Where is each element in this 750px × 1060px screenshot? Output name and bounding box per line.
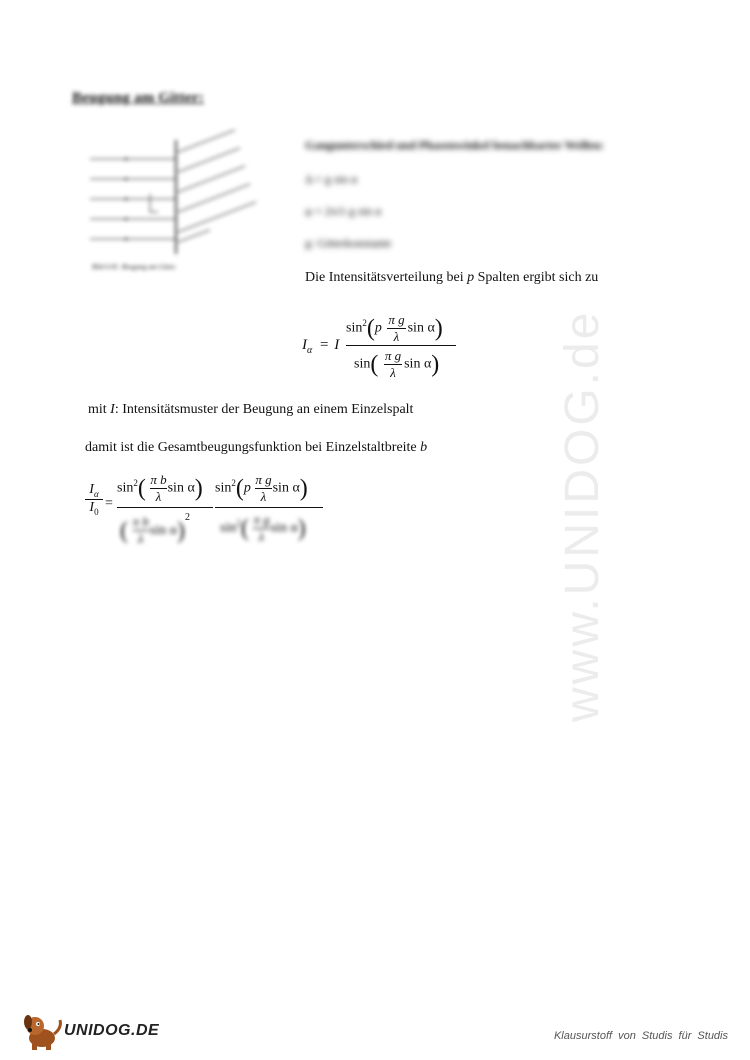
intensity-intro-var: p bbox=[467, 270, 475, 285]
figure-caption: Bild 6-81. Beugung am Gitter. bbox=[92, 263, 177, 271]
intensity-formula bbox=[302, 308, 462, 388]
formula2-bar1 bbox=[117, 507, 213, 508]
damit-line: damit ist die Gesamtbeugungsfunktion bei Einzelstaltbreite b bbox=[85, 440, 428, 455]
formula1-fraction-bar bbox=[346, 345, 456, 346]
intensity-intro-before: Die Intensitätsverteilung bei bbox=[305, 270, 468, 285]
formula2-den2: $\sin^2$( $\frac{\text{π g}}{\lambda}$ sin α) bbox=[220, 512, 306, 544]
grating-constant-definition: g: Gitterkonstante bbox=[305, 236, 392, 250]
formula2-num2: $\sin^2(p$ $\frac{\text{π g}}{\lambda}$ sin α) bbox=[215, 472, 308, 504]
mit-line: mit I: Intensitätsmuster der Beugung an einem Einzelspalt bbox=[88, 402, 414, 417]
formula2-lhs: $I_\alpha$ $I_0$ bbox=[85, 482, 103, 517]
footer-tagline: Klausurstoff von Studis für Studis bbox=[553, 1030, 728, 1042]
section-heading: Beugung am Gitter: bbox=[72, 90, 204, 106]
phase-angle-formula: φ = 2π/λ g sin α bbox=[305, 204, 382, 218]
formula2-equals: = bbox=[105, 496, 113, 511]
watermark: www.UNIDOG.de bbox=[556, 309, 609, 722]
formula2-den1: ( $\frac{\text{π b}}{\lambda}$ sin α)$^2$ bbox=[120, 512, 190, 547]
path-difference-formula: Δ = g sin α bbox=[305, 172, 358, 186]
formula1-denominator: sin( $\frac{\text{π g}}{\lambda}$ sin α) bbox=[354, 348, 440, 380]
formula1-lhs: $I_\alpha = I$ bbox=[302, 337, 340, 356]
phase-difference-line: Gangunterschied und Phasenwinkel benachbarter Wellen: bbox=[305, 138, 604, 152]
logo-text: UNIDOG.DE bbox=[64, 1022, 160, 1039]
intensity-intro-after: Spalten ergibt sich zu bbox=[474, 270, 599, 285]
total-diffraction-formula bbox=[85, 470, 330, 555]
grating-diffraction-figure bbox=[80, 122, 275, 280]
dog-icon bbox=[22, 1012, 64, 1052]
formula2-num1: $\sin^2$( $\frac{\text{π b}}{\lambda}$ sin α) bbox=[117, 472, 203, 504]
formula2-bar2 bbox=[215, 507, 323, 508]
formula1-numerator: $\sin^2(p$ $\frac{\text{π g}}{\lambda}$ sin α) bbox=[346, 312, 443, 344]
unidog-logo[interactable] bbox=[22, 1012, 160, 1052]
